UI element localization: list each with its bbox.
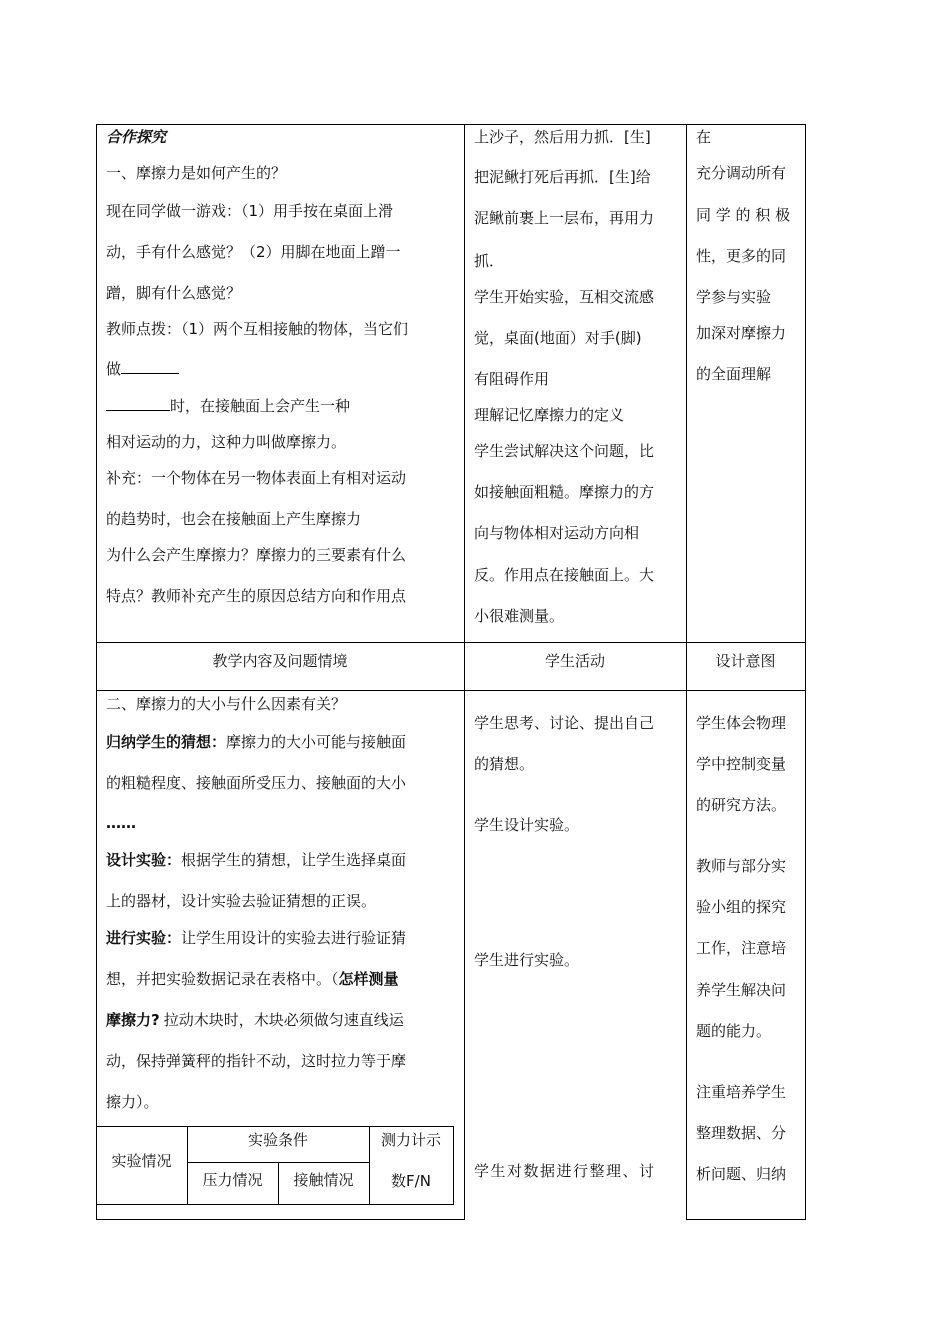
hint-line-2 [106, 359, 179, 379]
activity-line: 理解记忆摩擦力的定义 [474, 406, 625, 424]
intent-line: 充分调动所有 [696, 164, 787, 182]
design-line-1 [106, 850, 406, 870]
intent-line: 题的能力。 [696, 1022, 772, 1040]
intent-line: 学中控制变量 [696, 755, 787, 773]
do-line-3 [106, 1010, 404, 1030]
header-activity: 学生活动 [544, 652, 605, 670]
guess-line-1 [106, 732, 406, 752]
intent-line: 学参与实验 [696, 288, 772, 306]
header-content: 教学内容及问题情境 [212, 652, 348, 670]
activity-line: 学生思考、讨论、提出自己 [474, 714, 655, 732]
table-bottom-border-right [686, 1219, 806, 1220]
do-line-4: 动，保持弹簧秤的指针不动，这时拉力等于摩 [106, 1052, 407, 1070]
activity-line: 泥鳅前裹上一层布，再用力 [474, 209, 655, 227]
game-line-2: 动，手有什么感觉？（2）用脚在地面上蹭一 [106, 243, 401, 261]
table-header-reading-1: 测力计示 [380, 1131, 441, 1149]
activity-line: 小很难测量。 [474, 607, 565, 625]
table-top-border [96, 124, 806, 125]
supplement-line-1: 补充：一个物体在另一物体表面上有相对运动 [106, 469, 407, 487]
intent-line: 注重培养学生 [696, 1083, 787, 1101]
activity-line: 觉，桌面(地面）对手(脚) [474, 329, 642, 347]
do-text: 拉动木块时，木块必须做匀速直线运 [163, 1011, 404, 1029]
intent-line: 的研究方法。 [696, 796, 787, 814]
header-bottom-border [96, 690, 806, 691]
table-header-contact: 接触情况 [293, 1171, 354, 1189]
section-heading: 合作探究 [106, 128, 167, 146]
intent-line: 的全面理解 [696, 365, 772, 383]
do-line-1 [106, 928, 406, 948]
why-line-1: 为什么会产生摩擦力？摩擦力的三要素有什么 [106, 546, 407, 564]
hint-line-3-text: 时，在接触面上会产生一种 [170, 397, 351, 415]
fill-blank [106, 396, 170, 411]
intent-line: 教师与部分实 [696, 857, 787, 875]
table-right-border [805, 124, 806, 1220]
header-intent: 设计意图 [715, 652, 776, 670]
do-line-5: 擦力）。 [106, 1093, 159, 1111]
game-line-3: 蹭，脚有什么感觉？ [106, 284, 242, 302]
table-header-pressure: 压力情况 [202, 1171, 263, 1189]
design-line-2: 上的器材，设计实验去验证猜想的正误。 [106, 892, 377, 910]
table-header-reading-2: 数F/N [391, 1172, 431, 1190]
do-text: 想，并把实验数据记录在表格中。（ [106, 970, 339, 988]
table-header-situation: 实验情况 [111, 1152, 172, 1170]
hint-line-1: 教师点拨：（1）两个互相接触的物体，当它们 [106, 320, 409, 338]
guess-line-2: 的粗糙程度、接触面所受压力、接触面的大小 [106, 774, 407, 792]
activity-line: 学生尝试解决这个问题，比 [474, 442, 655, 460]
supplement-line-2: 的趋势时，也会在接触面上产生摩擦力 [106, 510, 362, 528]
do-text: 让学生用设计的实验去进行验证猜 [181, 929, 407, 947]
design-text: 根据学生的猜想，让学生选择桌面 [181, 851, 407, 869]
why-line-2: 特点？教师补充产生的原因总结方向和作用点 [106, 587, 407, 605]
activity-line: 学生进行实验。 [474, 951, 580, 969]
intent-line: 同 学 的 积 极 [696, 206, 791, 224]
guess-text: 摩擦力的大小可能与接触面 [226, 733, 407, 751]
intent-line: 析问题、归纳 [696, 1165, 787, 1183]
question-2: 二、摩擦力的大小与什么因素有关？ [106, 695, 347, 713]
activity-line: 向与物体相对运动方向相 [474, 524, 640, 542]
guess-line-3: …… [106, 814, 136, 832]
hint-line-3 [106, 396, 350, 416]
fill-blank [121, 359, 179, 374]
table-header-conditions: 实验条件 [247, 1131, 308, 1149]
do-question: 怎样测量 [338, 970, 399, 988]
guess-label: 归纳学生的猜想： [106, 733, 227, 751]
hint-line-2-text: 做 [106, 360, 122, 378]
activity-line: 有阻碍作用 [474, 370, 550, 388]
do-label: 进行实验： [106, 929, 182, 947]
activity-line: 的猜想。 [474, 755, 535, 773]
do-question: 摩擦力? [106, 1011, 160, 1029]
intent-line: 整理数据、分 [696, 1124, 787, 1142]
intent-line: 加深对摩擦力 [696, 324, 787, 342]
activity-line: 学生开始实验，互相交流感 [474, 288, 655, 306]
intent-line: 在 [696, 128, 712, 146]
table-bottom-border [96, 1219, 465, 1220]
header-top-border [96, 642, 806, 643]
activity-line: 把泥鳅打死后再抓．[生]给 [474, 168, 651, 186]
do-line-2 [106, 969, 399, 989]
intent-line: 验小组的探究 [696, 898, 787, 916]
intent-line: 性，更多的同 [696, 247, 787, 265]
activity-line: 学生设计实验。 [474, 816, 580, 834]
intent-line: 养学生解决问 [696, 981, 787, 999]
activity-line: 抓． [474, 252, 505, 270]
col-divider-2 [686, 124, 687, 1220]
question-1: 一、摩擦力是如何产生的？ [106, 164, 287, 182]
intent-line: 工作，注意培 [696, 939, 787, 957]
col-divider-1 [464, 124, 465, 1220]
intent-line: 学生体会物理 [696, 714, 787, 732]
activity-line: 学生对数据进行整理、讨 [474, 1162, 656, 1180]
activity-line: 如接触面粗糙。摩擦力的方 [474, 483, 655, 501]
game-line-1: 现在同学做一游戏：（1）用手按在桌面上滑 [106, 202, 394, 220]
table-left-border [96, 124, 97, 1220]
design-label: 设计实验： [106, 851, 182, 869]
hint-line-4: 相对运动的力，这种力叫做摩擦力。 [106, 433, 347, 451]
activity-line: 上沙子，然后用力抓．[生] [474, 128, 651, 146]
activity-line: 反。作用点在接触面上。大 [474, 566, 655, 584]
